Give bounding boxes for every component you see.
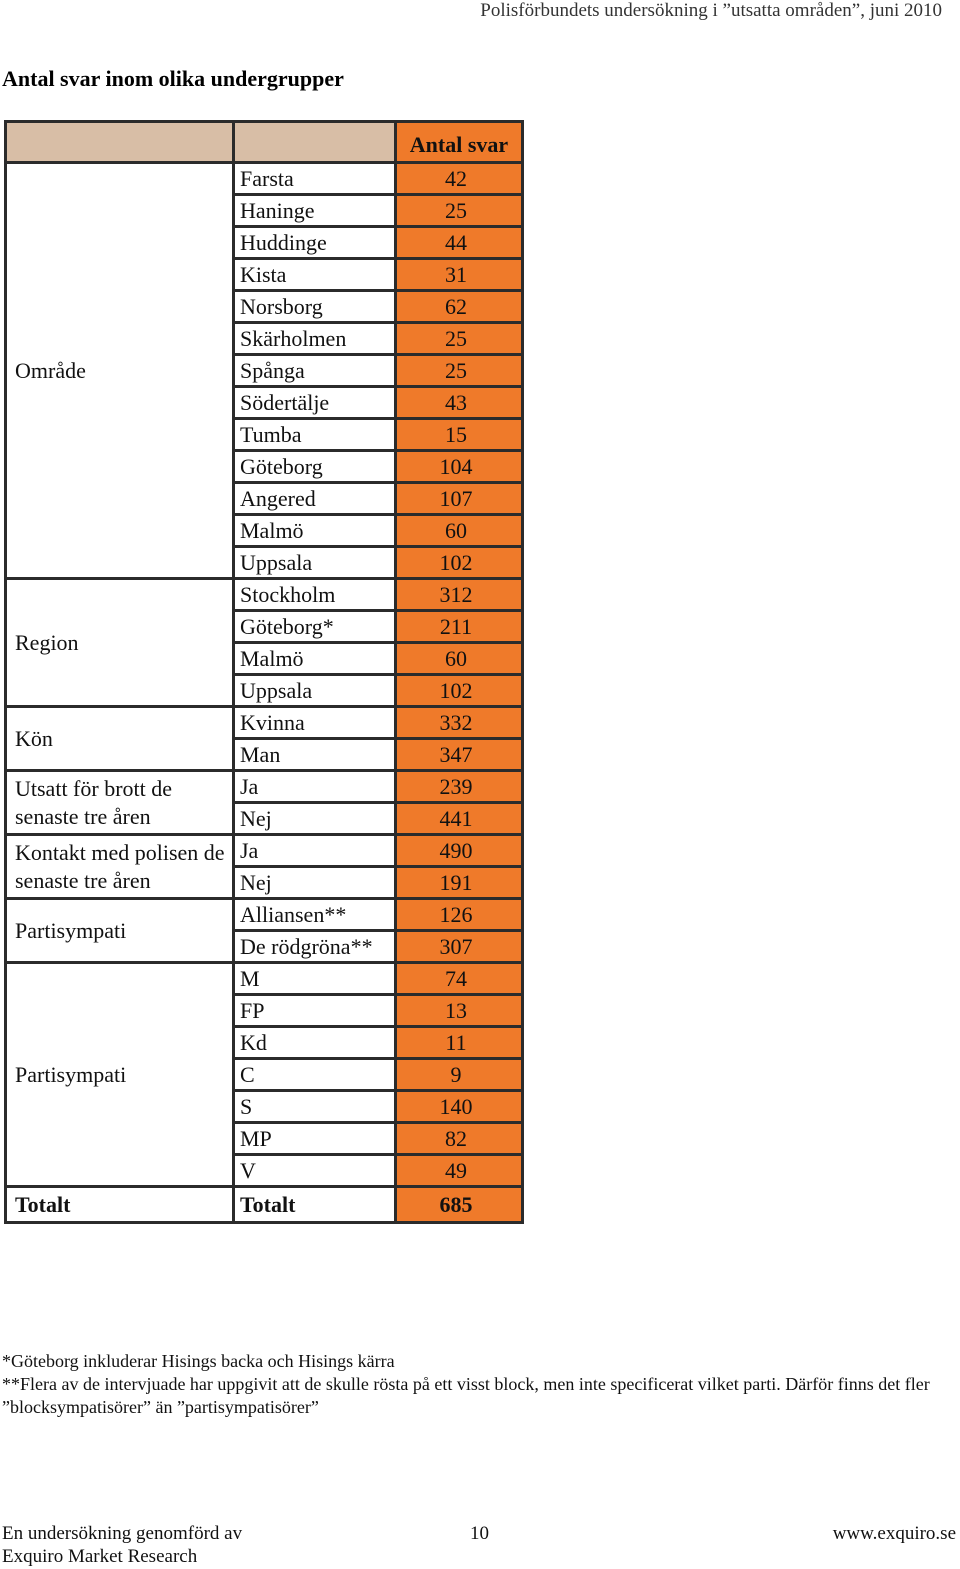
subgroup-label: V [234,1155,396,1187]
subgroup-label: Nej [234,803,396,835]
subgroup-label: Huddinge [234,227,396,259]
running-header: Polisförbundets undersökning i ”utsatta områden”, juni 2010 [480,0,942,21]
total-count-cell: 685 [396,1187,523,1223]
section-title: Antal svar inom olika undergrupper [2,66,344,91]
subgroup-label: MP [234,1123,396,1155]
header-blank-cell [234,122,396,163]
count-cell: 44 [396,227,523,259]
subgroup-label: Farsta [234,163,396,195]
table-row [6,579,523,611]
total-subgroup-label: Totalt [234,1187,396,1223]
response-count-table [4,120,524,1224]
subgroup-label: Kista [234,259,396,291]
subgroup-label: Alliansen** [234,899,396,931]
table-row [6,771,523,803]
count-cell: 43 [396,387,523,419]
count-cell: 211 [396,611,523,643]
count-cell: 62 [396,291,523,323]
count-cell: 82 [396,1123,523,1155]
count-cell: 49 [396,1155,523,1187]
subgroup-label: Göteborg [234,451,396,483]
subgroup-label: Angered [234,483,396,515]
subgroup-label: Norsborg [234,291,396,323]
table-header-row [6,122,523,163]
count-cell: 13 [396,995,523,1027]
subgroup-label: Haninge [234,195,396,227]
count-cell: 15 [396,419,523,451]
count-cell: 239 [396,771,523,803]
subgroup-label: Kd [234,1027,396,1059]
footnotes [2,1350,940,1419]
count-cell: 74 [396,963,523,995]
count-cell: 60 [396,515,523,547]
count-cell: 42 [396,163,523,195]
count-cell: 490 [396,835,523,867]
subgroup-label: Man [234,739,396,771]
subgroup-label: Malmö [234,515,396,547]
subgroup-label: Södertälje [234,387,396,419]
group-label: Partisympati [6,963,234,1187]
count-cell: 441 [396,803,523,835]
subgroup-label: Uppsala [234,675,396,707]
subgroup-label: Stockholm [234,579,396,611]
count-cell: 191 [396,867,523,899]
footer-credit-line2: Exquiro Market Research [2,1546,198,1567]
subgroup-label: De rödgröna** [234,931,396,963]
subgroup-label: Göteborg* [234,611,396,643]
subgroup-label: Spånga [234,355,396,387]
count-cell: 126 [396,899,523,931]
footer-website-link[interactable]: www.exquiro.se [832,1523,956,1544]
footnote-goteborg: *Göteborg inkluderar Hisings backa och Hisings kärra [2,1351,395,1371]
count-cell: 312 [396,579,523,611]
group-label: Partisympati [6,899,234,963]
group-label: Kontakt med polisen de senaste tre åren [6,835,234,899]
table-row [6,899,523,931]
subgroup-label: Uppsala [234,547,396,579]
subgroup-label: FP [234,995,396,1027]
count-cell: 31 [396,259,523,291]
subgroup-label: Tumba [234,419,396,451]
subgroup-label: M [234,963,396,995]
table-row [6,163,523,195]
subgroup-label: S [234,1091,396,1123]
count-cell: 25 [396,355,523,387]
count-cell: 102 [396,547,523,579]
count-cell: 140 [396,1091,523,1123]
total-row [6,1187,523,1223]
subgroup-label: C [234,1059,396,1091]
group-label: Utsatt för brott de senaste tre åren [6,771,234,835]
subgroup-label: Skärholmen [234,323,396,355]
table-row [6,835,523,867]
count-cell: 9 [396,1059,523,1091]
subgroup-label: Malmö [234,643,396,675]
table-body [6,163,523,1223]
count-cell: 11 [396,1027,523,1059]
count-cell: 60 [396,643,523,675]
count-cell: 104 [396,451,523,483]
group-label: Område [6,163,234,579]
subgroup-label: Ja [234,835,396,867]
table-row [6,963,523,995]
count-cell: 107 [396,483,523,515]
footnote-block-sympathy: **Flera av de intervjuade har uppgivit att de skulle rösta på ett visst block, men inte specificerat vilket parti. Därför finns det fler ”blocksympatisörer” än ”partisympatisörer” [2,1374,930,1417]
count-column-header: Antal svar [396,122,523,163]
footer-credit [2,1522,242,1568]
footer-credit-line1: En undersökning genomförd av [2,1523,243,1544]
total-group-label: Totalt [6,1187,234,1223]
count-cell: 102 [396,675,523,707]
count-cell: 307 [396,931,523,963]
group-label: Kön [6,707,234,771]
subgroup-label: Nej [234,867,396,899]
count-cell: 332 [396,707,523,739]
subgroup-label: Kvinna [234,707,396,739]
subgroup-label: Ja [234,771,396,803]
count-cell: 25 [396,195,523,227]
count-cell: 25 [396,323,523,355]
page-number: 10 [470,1523,489,1544]
count-cell: 347 [396,739,523,771]
table-row [6,707,523,739]
group-label: Region [6,579,234,707]
header-blank-cell [6,122,234,163]
